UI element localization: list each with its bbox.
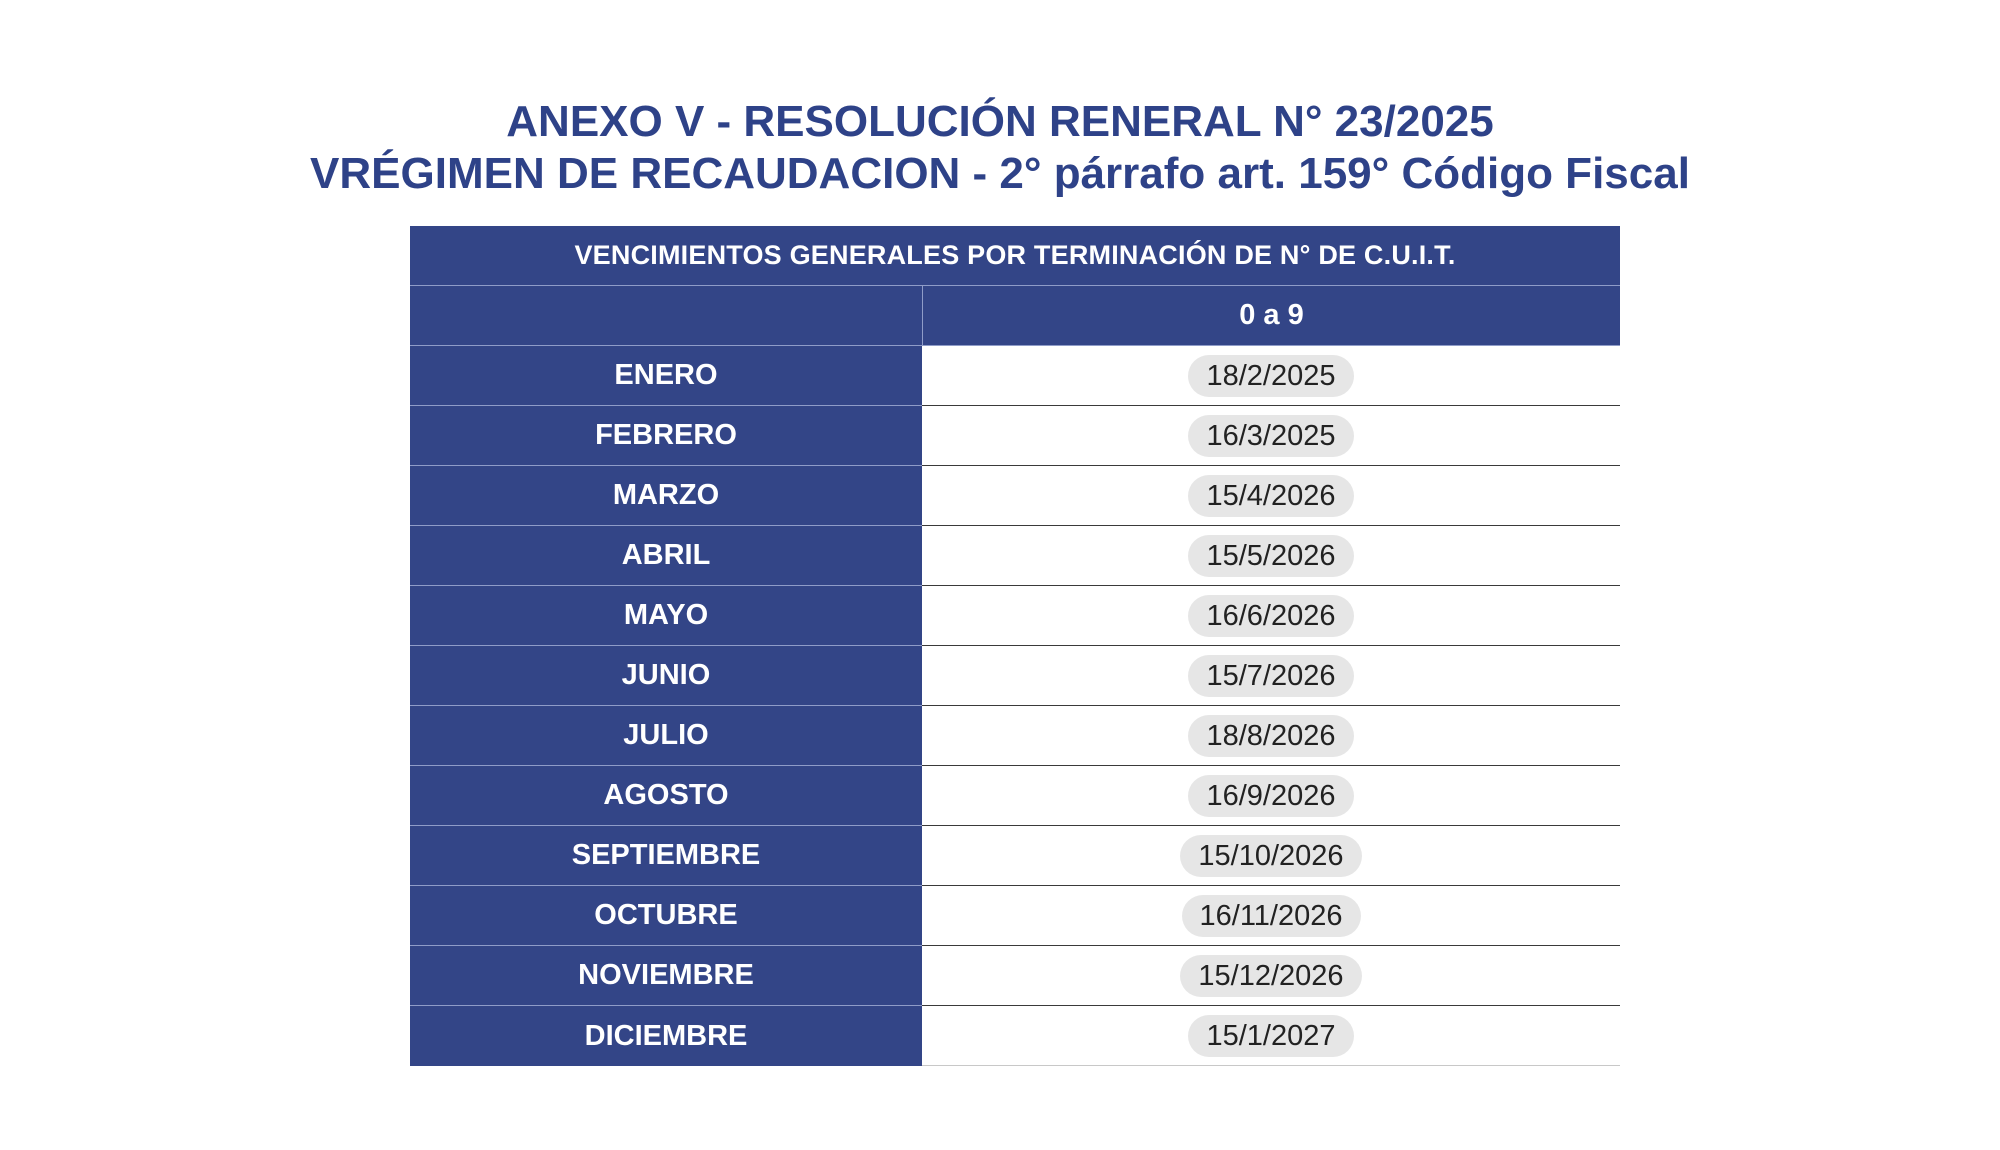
month-cell: MARZO <box>410 466 922 526</box>
table-row <box>410 826 1620 886</box>
month-cell: ABRIL <box>410 526 922 586</box>
title-line-1: ANEXO V - RESOLUCIÓN RENERAL N° 23/2025 <box>506 97 1494 146</box>
month-cell: FEBRERO <box>410 406 922 466</box>
date-cell <box>922 766 1620 826</box>
month-cell: MAYO <box>410 586 922 646</box>
due-date-chip: 15/5/2026 <box>1188 535 1353 577</box>
table-body <box>410 346 1620 1066</box>
table-row <box>410 346 1620 406</box>
date-cell <box>922 586 1620 646</box>
date-cell <box>922 406 1620 466</box>
table-row <box>410 406 1620 466</box>
due-dates-table <box>410 226 1620 1066</box>
column-header-month <box>410 286 922 346</box>
table-header: VENCIMIENTOS GENERALES POR TERMINACIÓN DE N° DE C.U.I.T. <box>410 226 1620 286</box>
table-row <box>410 766 1620 826</box>
date-cell <box>922 466 1620 526</box>
date-cell <box>922 346 1620 406</box>
table-row <box>410 646 1620 706</box>
due-date-chip: 16/11/2026 <box>1182 895 1361 937</box>
table-row <box>410 526 1620 586</box>
month-cell: ENERO <box>410 346 922 406</box>
month-cell: NOVIEMBRE <box>410 946 922 1006</box>
due-date-chip: 15/7/2026 <box>1188 655 1353 697</box>
table-row <box>410 706 1620 766</box>
month-cell: JULIO <box>410 706 922 766</box>
column-header-row <box>410 286 1620 346</box>
table-row <box>410 586 1620 646</box>
month-cell: JUNIO <box>410 646 922 706</box>
table-row <box>410 466 1620 526</box>
due-date-chip: 18/2/2025 <box>1188 355 1353 397</box>
table-row <box>410 886 1620 946</box>
date-cell <box>922 886 1620 946</box>
month-cell: OCTUBRE <box>410 886 922 946</box>
document-title <box>0 96 2000 200</box>
month-cell: SEPTIEMBRE <box>410 826 922 886</box>
due-date-chip: 16/3/2025 <box>1188 415 1353 457</box>
due-date-chip: 15/10/2026 <box>1180 835 1361 877</box>
due-date-chip: 16/6/2026 <box>1188 595 1353 637</box>
date-cell <box>922 526 1620 586</box>
due-date-chip: 16/9/2026 <box>1188 775 1353 817</box>
date-cell <box>922 826 1620 886</box>
date-cell <box>922 706 1620 766</box>
due-date-chip: 15/12/2026 <box>1180 955 1361 997</box>
month-cell: AGOSTO <box>410 766 922 826</box>
date-cell <box>922 1006 1620 1066</box>
month-cell: DICIEMBRE <box>410 1006 922 1066</box>
title-line-2: VRÉGIMEN DE RECAUDACION - 2° párrafo art. 159° Código Fiscal <box>310 149 1690 198</box>
date-cell <box>922 946 1620 1006</box>
due-date-chip: 15/4/2026 <box>1188 475 1353 517</box>
table-row <box>410 946 1620 1006</box>
table-row <box>410 1006 1620 1066</box>
date-cell <box>922 646 1620 706</box>
due-date-chip: 18/8/2026 <box>1188 715 1353 757</box>
column-header-cuit-range: 0 a 9 <box>922 286 1620 346</box>
due-date-chip: 15/1/2027 <box>1188 1015 1353 1057</box>
